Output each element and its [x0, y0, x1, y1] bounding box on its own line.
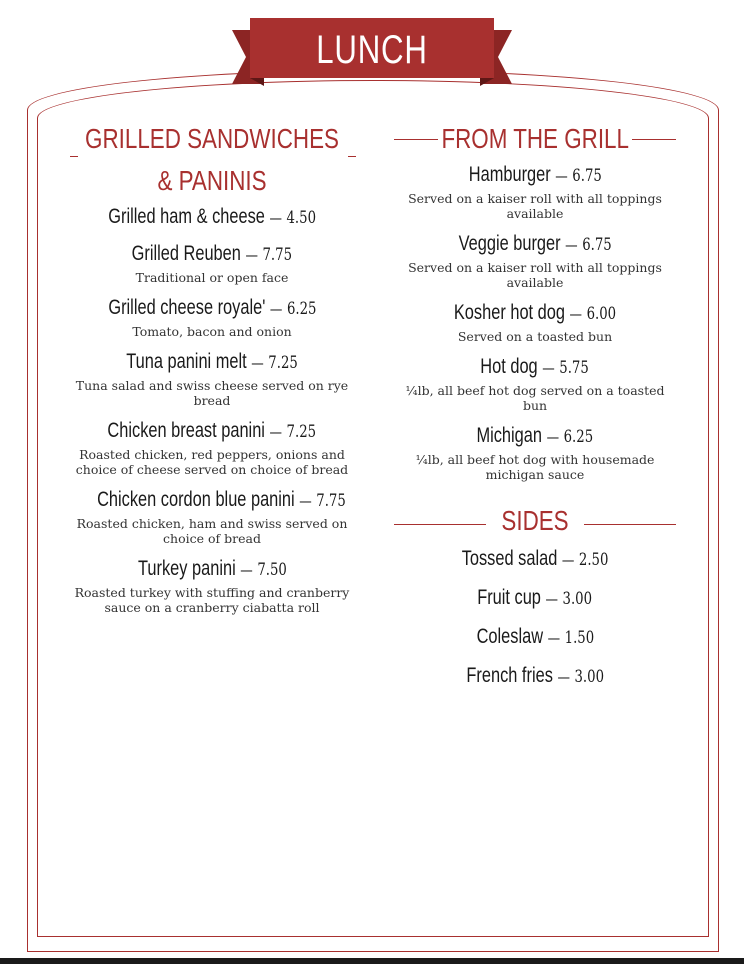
menu-item	[62, 295, 362, 339]
item-separator: —	[546, 427, 560, 446]
item-price: 7.75	[316, 491, 346, 511]
item-price: 6.75	[582, 235, 612, 255]
item-price: 6.00	[586, 304, 617, 324]
item-price: 6.25	[563, 427, 594, 447]
item-name: Grilled ham & cheese	[108, 205, 265, 228]
item-price: 1.50	[564, 628, 594, 648]
section-title: SIDES	[501, 505, 569, 536]
item-name: Coleslaw	[476, 625, 543, 648]
item-description: Roasted chicken, red peppers, onions and choice of cheese served on choice of bread	[75, 447, 349, 477]
item-description: Roasted chicken, ham and swiss served on choice of bread	[76, 516, 348, 546]
item-line	[132, 241, 292, 268]
item-line	[468, 162, 601, 189]
item-price: 3.00	[562, 589, 593, 609]
item-name: French fries	[466, 664, 553, 687]
grilled-sandwiches-section	[62, 118, 362, 625]
section-heading	[394, 118, 676, 162]
item-description: Tomato, bacon and onion	[132, 324, 292, 339]
item-line	[481, 354, 590, 381]
menu-item	[394, 300, 676, 344]
menu-item-list	[62, 204, 362, 615]
item-name: Tossed salad	[461, 547, 558, 570]
item-separator: —	[547, 628, 560, 647]
item-line	[477, 423, 594, 450]
item-name: Grilled cheese royale'	[107, 296, 265, 319]
header-banner	[232, 18, 512, 88]
item-separator: —	[269, 422, 283, 441]
item-price: 6.25	[286, 299, 317, 319]
heading-rule-right	[584, 524, 676, 525]
menu-item	[62, 241, 362, 285]
section-title: FROM THE GRILL	[441, 123, 629, 154]
heading-rule-right	[632, 139, 676, 140]
heading-rule-left	[394, 139, 438, 140]
menu-item	[394, 624, 676, 651]
item-description: Tuna salad and swiss cheese served on rye bread	[75, 378, 349, 408]
item-price: 4.50	[286, 208, 316, 228]
item-separator: —	[269, 299, 282, 318]
heading-rule-left	[394, 524, 486, 525]
section-title: GRILLED SANDWICHES & PANINIS	[85, 123, 339, 196]
item-price: 7.50	[256, 560, 287, 580]
item-separator: —	[542, 358, 556, 377]
item-name: Veggie burger	[458, 232, 561, 255]
menu-item	[394, 231, 676, 290]
item-name: Fruit cup	[477, 586, 542, 609]
item-description: Served on a toasted bun	[457, 329, 613, 344]
item-name: Hot dog	[480, 355, 539, 378]
item-line	[126, 349, 298, 376]
item-description: Roasted turkey with stuffing and cranberry sauce on a cranberry ciabatta roll	[74, 585, 350, 615]
item-price: 7.25	[268, 353, 298, 373]
item-separator: —	[545, 589, 559, 608]
item-description: ¼lb, all beef hot dog served on a toasted bun	[405, 383, 665, 413]
item-name: Tuna panini melt	[126, 350, 247, 373]
item-line	[458, 231, 611, 258]
item-separator: —	[557, 667, 570, 686]
menu-item	[394, 354, 676, 413]
menu-item	[394, 546, 676, 573]
item-name: Chicken cordon blue panini	[97, 488, 295, 511]
menu-item	[394, 423, 676, 482]
item-price: 6.75	[572, 166, 602, 186]
item-separator: —	[245, 245, 259, 264]
item-separator: —	[554, 166, 568, 185]
item-name: Kosher hot dog	[453, 301, 565, 324]
item-price: 3.00	[574, 667, 604, 687]
item-separator: —	[299, 491, 312, 510]
item-name: Grilled Reuben	[131, 242, 242, 265]
sides-item-list	[394, 546, 676, 690]
from-the-grill-section	[394, 118, 676, 702]
item-separator: —	[564, 235, 578, 254]
item-line	[454, 300, 616, 327]
sides-heading	[394, 500, 676, 546]
item-price: 5.75	[559, 358, 590, 378]
item-description: Traditional or open face	[135, 270, 289, 285]
menu-item	[62, 556, 362, 615]
menu-item	[394, 585, 676, 612]
item-separator: —	[561, 550, 575, 569]
heading-tick-right	[348, 156, 356, 157]
item-line	[108, 418, 317, 445]
item-line	[97, 487, 346, 514]
menu-item	[62, 204, 362, 231]
item-name: Chicken breast panini	[107, 419, 266, 442]
item-line	[478, 585, 593, 612]
item-separator: —	[569, 304, 583, 323]
menu-item	[394, 663, 676, 690]
item-line	[108, 204, 316, 231]
item-name: Michigan	[476, 424, 543, 447]
item-line	[476, 624, 594, 651]
menu-item	[394, 162, 676, 221]
section-heading	[62, 118, 362, 204]
item-price: 2.50	[578, 550, 609, 570]
menu-item	[62, 487, 362, 546]
item-description: ¼lb, all beef hot dog with housemade michigan sauce	[415, 452, 655, 482]
page-title: LUNCH	[316, 28, 428, 72]
item-line	[108, 295, 316, 322]
menu-item	[62, 418, 362, 477]
bottom-bar	[0, 958, 744, 964]
menu-item-list	[394, 162, 676, 482]
menu-item	[62, 349, 362, 408]
item-separator: —	[269, 208, 282, 227]
item-name: Turkey panini	[137, 557, 236, 580]
item-line	[138, 556, 287, 583]
item-price: 7.25	[286, 422, 317, 442]
item-description: Served on a kaiser roll with all toppings available	[408, 191, 662, 221]
item-name: Hamburger	[468, 163, 551, 186]
item-line	[466, 663, 604, 690]
item-description: Served on a kaiser roll with all toppings available	[408, 260, 662, 290]
item-separator: —	[251, 353, 264, 372]
item-line	[462, 546, 609, 573]
item-price: 7.75	[262, 245, 293, 265]
item-separator: —	[239, 560, 253, 579]
